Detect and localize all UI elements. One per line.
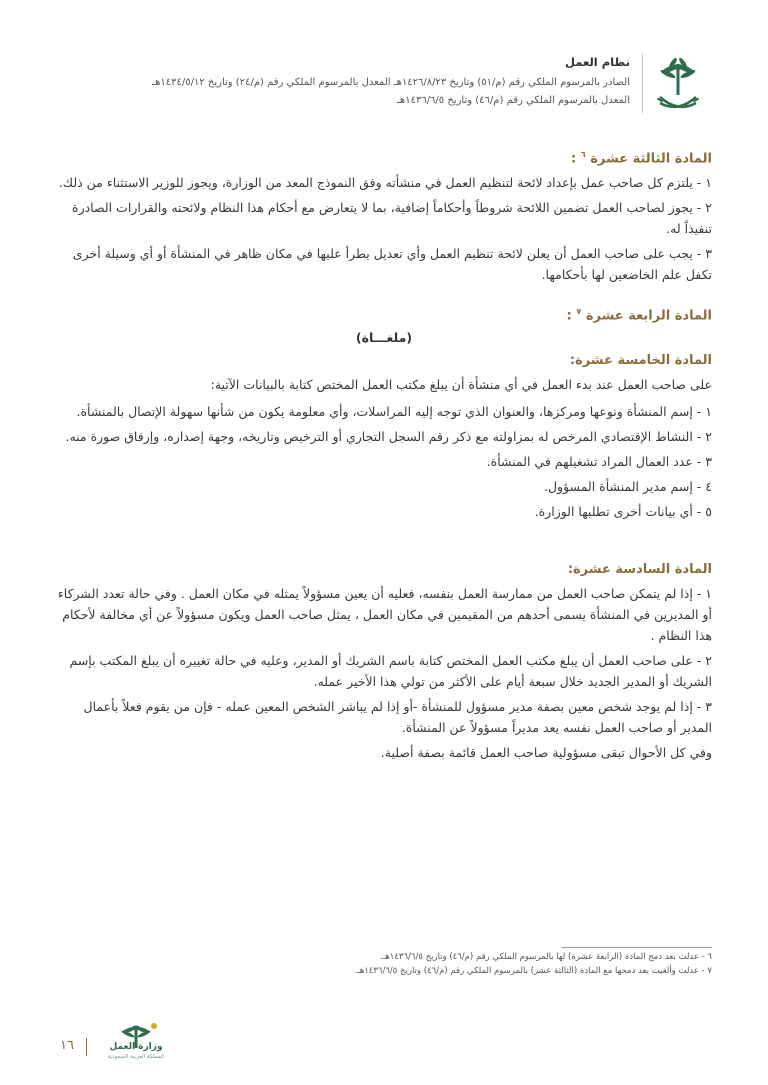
heading-colon: :	[566, 308, 572, 324]
footnote-ref: ٧	[576, 307, 582, 317]
page-number-divider	[86, 1038, 87, 1056]
header-decree-line-2: المعدل بالمرسوم الملكي رقم (م/٤٦) وتاريخ ١٤٣٦/٦/٥هـ	[397, 95, 630, 106]
heading-colon: :	[571, 151, 577, 167]
footnote-divider	[562, 947, 712, 948]
document-header	[70, 55, 630, 110]
header-divider	[642, 53, 643, 113]
footnote-6: ٦ - عدلت بعد دمج المادة (الرابعة عشرة) لها بالمرسوم الملكي رقم (م/٤٦) وتاريخ ١٤٣٦/٦/٥هـ.	[380, 952, 712, 962]
article-16-item-1: ١ - إذا لم يتمكن صاحب العمل من ممارسة العمل بنفسه، فعليه أن يعين مسؤولاً يمثله في مكان العمل . وفي حالة تعدد الشركاء أو المديرين في المنشأة يسمى أحدهم من المقيمين في مكان العمل ، يمثل صاحب العمل ويكون مسؤولاً عن أي مخالفة لأحكام هذا النظام .	[57, 585, 712, 643]
article-13-item-3: ٣ - يجب على صاحب العمل أن يعلن لائحة تنظيم العمل وأي تعديل يطرأ عليها في مكان ظاهر في المنشأة أو أي وسيلة أخرى تكفل علم الخاضعين لها بأحكامها.	[72, 246, 712, 283]
article-15-item-4: ٤ - إسم مدير المنشأة المسؤول.	[544, 478, 712, 494]
article-15-item-5: ٥ - أي بيانات أخرى تطلبها الوزارة.	[534, 503, 712, 519]
article-13-heading	[56, 150, 712, 166]
law-title: نظام العمل	[565, 55, 630, 69]
saudi-emblem-icon	[654, 55, 702, 117]
article-15-item-1: ١ - إسم المنشأة ونوعها ومركزها، والعنوان الذي توجه إليه المراسلات، وأي معلومة يكون من شأنها سهولة الإتصال بالمنشأة.	[76, 403, 712, 419]
header-decree-line-1: الصادر بالمرسوم الملكي رقم (م/٥١) وتاريخ ١٤٢٦/٨/٢٣هـ المعدل بالمرسوم الملكي رقم (م/٢٤) وتاريخ ١٤٣٤/٥/١٢هـ	[152, 77, 630, 88]
article-15-item-3: ٣ - عدد العمال المراد تشغيلهم في المنشأة.	[486, 453, 712, 469]
article-13-item-2: ٢ - يجوز لصاحب العمل تضمين اللائحة شروطاً وأحكاماً إضافية، بما لا يتعارض مع أحكام هذا النظام ولائحته والقرارات الصادرة تنفيذاً له.	[72, 200, 712, 237]
article-15-intro: على صاحب العمل عند بدء العمل في أي منشأة أن يبلغ مكتب العمل المختص كتابة بالبيانات الآتية:	[210, 376, 712, 392]
ministry-subtitle: المملكة العربية السعودية	[107, 1054, 165, 1060]
article-16-closing: وفي كل الأحوال تبقى مسؤولية صاحب العمل قائمة بصفة أصلية.	[380, 744, 712, 760]
page-number: ١٦	[60, 1038, 74, 1053]
article-14-heading	[56, 307, 712, 323]
document-body	[56, 150, 712, 769]
article-14-cancelled-status: (ملغـــاة)	[355, 329, 413, 345]
article-15-item-2: ٢ - النشاط الإقتصادي المرخص له بمزاولته مع ذكر رقم السجل التجاري أو الترخيص وتاريخه، وجهة إصداره، وإرفاق صورة منه.	[65, 428, 712, 444]
footnote-ref: ٦	[580, 150, 586, 159]
article-title: المادة الرابعة عشرة	[585, 308, 712, 324]
article-15-heading: المادة الخامسة عشرة:	[569, 352, 712, 368]
article-13-item-1: ١ - يلتزم كل صاحب عمل بإعداد لائحة لتنظيم العمل في منشأته وفق النموذج المعد من الوزارة، ويجوز للوزير الاستثناء من ذلك.	[58, 175, 712, 191]
article-16-heading: المادة السادسة عشرة:	[567, 561, 712, 577]
article-16-item-3: ٣ - إذا لم يوجد شخص معين بصفة مدير مسؤول للمنشأة -أو إذا لم يباشر الشخص المعين عمله - فإن من يقوم فعلاً بأعمال المدير أو صاحب العمل نفسه يعد مديراً مسؤولاً عن المنشأة.	[83, 698, 712, 735]
article-16-item-2: ٢ - على صاحب العمل أن يبلغ مكتب العمل المختص كتابة باسم الشريك أو المدير، وعليه في حالة تغييره أن يبلغ المكتب بإسم الشريك أو المدير الجديد خلال سبعة أيام على الأكثر من تولي هذا الأخير عمله.	[69, 652, 712, 689]
footnote-7: ٧ - عدلت وألغيت بعد دمجها مع المادة (الثالثة عشر) بالمرسوم الملكي رقم (م/٤٦) وتاريخ ١٤٣٦/٦/٥هـ.	[354, 966, 712, 976]
ministry-name: وزارة العمل	[109, 1042, 163, 1052]
article-title: المادة الثالثة عشرة	[590, 151, 712, 167]
